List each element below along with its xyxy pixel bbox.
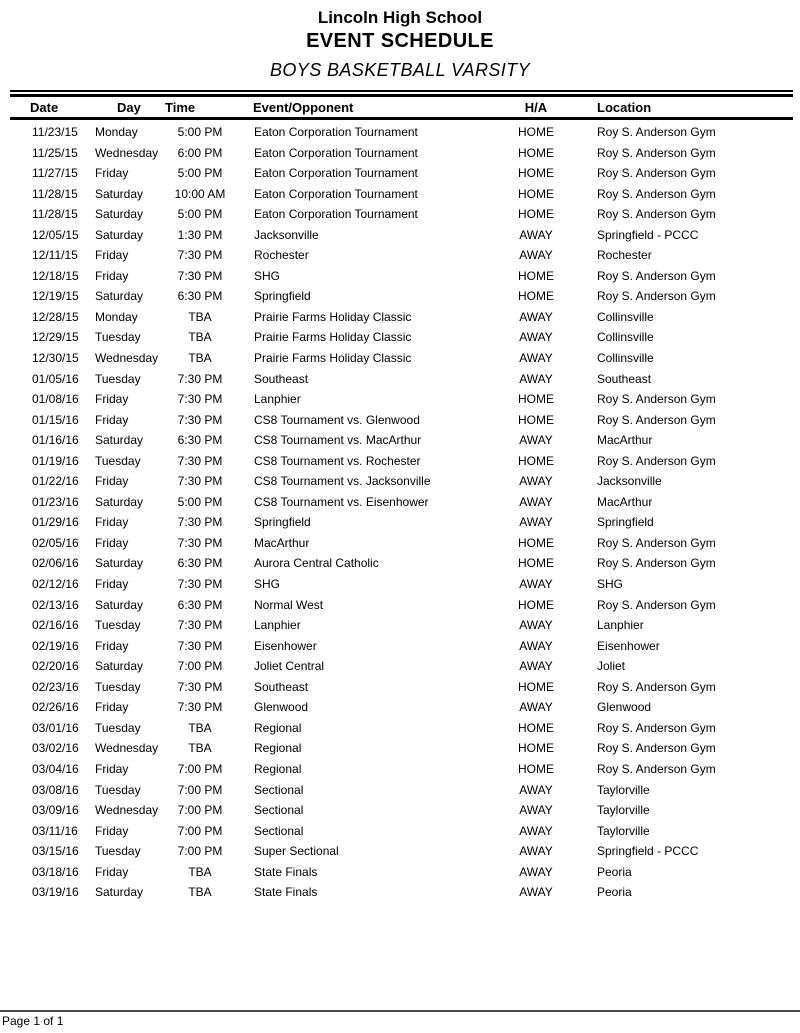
table-row xyxy=(0,266,800,287)
cell-day: Wednesday xyxy=(95,145,159,160)
cell-location: Taylorville xyxy=(597,782,650,797)
cell-event: Regional xyxy=(254,720,302,735)
cell-event: Aurora Central Catholic xyxy=(254,556,379,571)
table-row xyxy=(0,574,800,595)
cell-ha: HOME xyxy=(518,535,554,550)
cell-ha: AWAY xyxy=(519,330,553,345)
cell-event: CS8 Tournament vs. Eisenhower xyxy=(254,494,429,509)
cell-event: CS8 Tournament vs. Jacksonville xyxy=(254,474,431,489)
cell-time: TBA xyxy=(188,720,212,735)
cell-date: 02/13/16 xyxy=(32,597,79,612)
cell-date: 12/11/15 xyxy=(32,248,78,263)
cell-location: Joliet xyxy=(597,659,626,674)
cell-location: Roy S. Anderson Gym xyxy=(597,535,716,550)
cell-ha: AWAY xyxy=(519,700,553,715)
cell-day: Saturday xyxy=(95,186,144,201)
cell-event: Prairie Farms Holiday Classic xyxy=(254,351,412,366)
column-header-time: Time xyxy=(165,100,196,115)
cell-day: Saturday xyxy=(95,885,144,900)
cell-location: Roy S. Anderson Gym xyxy=(597,741,716,756)
cell-event: CS8 Tournament vs. MacArthur xyxy=(254,433,422,448)
cell-location: Springfield xyxy=(597,515,654,530)
table-row xyxy=(0,656,800,677)
cell-date: 03/19/16 xyxy=(32,885,79,900)
cell-ha: AWAY xyxy=(519,864,553,879)
cell-time: 5:00 PM xyxy=(177,207,223,222)
cell-event: Sectional xyxy=(254,803,304,818)
cell-date: 03/08/16 xyxy=(32,782,79,797)
cell-location: MacArthur xyxy=(597,433,653,448)
table-row xyxy=(0,512,800,533)
table-row xyxy=(0,143,800,164)
table-row xyxy=(0,327,800,348)
cell-day: Friday xyxy=(95,823,129,838)
cell-ha: AWAY xyxy=(519,618,553,633)
cell-ha: HOME xyxy=(518,679,554,694)
page-number-label: Page 1 of 1 xyxy=(2,1014,64,1028)
cell-location: Roy S. Anderson Gym xyxy=(597,145,716,160)
cell-location: Roy S. Anderson Gym xyxy=(597,597,716,612)
cell-location: Eisenhower xyxy=(597,638,660,653)
cell-ha: HOME xyxy=(518,186,554,201)
cell-event: Eaton Corporation Tournament xyxy=(254,207,418,222)
cell-date: 11/28/15 xyxy=(32,186,78,201)
cell-event: Super Sectional xyxy=(254,844,339,859)
cell-date: 11/27/15 xyxy=(32,166,78,181)
column-header-ha: H/A xyxy=(524,100,548,115)
cell-day: Tuesday xyxy=(95,844,141,859)
cell-ha: HOME xyxy=(518,125,554,139)
cell-location: Peoria xyxy=(597,885,632,900)
cell-time: 7:30 PM xyxy=(177,618,223,633)
cell-location: Roy S. Anderson Gym xyxy=(597,453,716,468)
cell-ha: AWAY xyxy=(519,844,553,859)
cell-day: Saturday xyxy=(95,597,144,612)
cell-ha: HOME xyxy=(518,597,554,612)
cell-ha: HOME xyxy=(518,720,554,735)
cell-date: 02/23/16 xyxy=(32,679,79,694)
cell-day: Tuesday xyxy=(95,453,141,468)
table-row xyxy=(0,307,800,328)
cell-date: 03/15/16 xyxy=(32,844,79,859)
cell-ha: HOME xyxy=(518,392,554,407)
cell-day: Friday xyxy=(95,268,129,283)
cell-date: 02/26/16 xyxy=(32,700,79,715)
cell-location: Jacksonville xyxy=(597,474,662,489)
cell-event: Sectional xyxy=(254,782,304,797)
cell-time: 7:30 PM xyxy=(177,412,223,427)
cell-day: Friday xyxy=(95,638,129,653)
table-row xyxy=(0,738,800,759)
cell-time: 6:30 PM xyxy=(177,556,223,571)
cell-day: Friday xyxy=(95,474,129,489)
cell-day: Saturday xyxy=(95,659,144,674)
cell-location: Peoria xyxy=(597,864,632,879)
cell-time: 7:00 PM xyxy=(177,782,223,797)
cell-time: 7:00 PM xyxy=(177,823,223,838)
cell-day: Wednesday xyxy=(95,803,159,818)
cell-day: Monday xyxy=(95,309,138,324)
cell-location: Roy S. Anderson Gym xyxy=(597,289,716,304)
cell-date: 11/23/15 xyxy=(32,125,78,139)
cell-event: CS8 Tournament vs. Rochester xyxy=(254,453,421,468)
cell-day: Friday xyxy=(95,166,129,181)
cell-day: Friday xyxy=(95,392,129,407)
table-row xyxy=(0,821,800,842)
cell-time: 6:30 PM xyxy=(177,289,223,304)
cell-day: Wednesday xyxy=(95,351,159,366)
cell-day: Friday xyxy=(95,248,129,263)
cell-date: 03/09/16 xyxy=(32,803,79,818)
cell-ha: HOME xyxy=(518,761,554,776)
cell-time: 7:30 PM xyxy=(177,453,223,468)
cell-ha: AWAY xyxy=(519,803,553,818)
table-row xyxy=(0,184,800,205)
cell-time: 7:30 PM xyxy=(177,371,223,386)
title-block xyxy=(0,6,800,54)
table-row xyxy=(0,369,800,390)
schedule-rows xyxy=(0,122,800,903)
cell-event: Prairie Farms Holiday Classic xyxy=(254,309,412,324)
cell-time: TBA xyxy=(188,741,212,756)
table-row xyxy=(0,553,800,574)
cell-ha: HOME xyxy=(518,166,554,181)
table-row xyxy=(0,615,800,636)
cell-location: Roy S. Anderson Gym xyxy=(597,392,716,407)
cell-time: 5:00 PM xyxy=(177,166,223,181)
cell-day: Saturday xyxy=(95,207,144,222)
cell-date: 12/05/15 xyxy=(32,227,79,242)
cell-time: 1:30 PM xyxy=(177,227,223,242)
cell-day: Saturday xyxy=(95,289,144,304)
cell-time: 7:30 PM xyxy=(177,700,223,715)
cell-event: Springfield xyxy=(254,515,311,530)
cell-day: Wednesday xyxy=(95,741,159,756)
cell-ha: AWAY xyxy=(519,823,553,838)
table-row xyxy=(0,204,800,225)
cell-date: 03/01/16 xyxy=(32,720,79,735)
cell-ha: HOME xyxy=(518,289,554,304)
cell-ha: AWAY xyxy=(519,659,553,674)
cell-event: Regional xyxy=(254,761,302,776)
cell-ha: AWAY xyxy=(519,638,553,653)
cell-date: 02/20/16 xyxy=(32,659,79,674)
table-row xyxy=(0,122,800,143)
cell-date: 02/05/16 xyxy=(32,535,79,550)
table-row xyxy=(0,841,800,862)
cell-ha: HOME xyxy=(518,453,554,468)
cell-time: 7:00 PM xyxy=(177,803,223,818)
cell-day: Tuesday xyxy=(95,782,141,797)
cell-event: Eaton Corporation Tournament xyxy=(254,125,418,139)
cell-ha: AWAY xyxy=(519,433,553,448)
table-row xyxy=(0,882,800,903)
cell-day: Friday xyxy=(95,412,129,427)
table-row xyxy=(0,389,800,410)
cell-event: State Finals xyxy=(254,864,318,879)
cell-time: 7:30 PM xyxy=(177,515,223,530)
cell-date: 01/16/16 xyxy=(32,433,79,448)
cell-location: Roy S. Anderson Gym xyxy=(597,186,716,201)
cell-location: Roy S. Anderson Gym xyxy=(597,720,716,735)
cell-ha: AWAY xyxy=(519,515,553,530)
cell-location: MacArthur xyxy=(597,494,653,509)
cell-event: Eaton Corporation Tournament xyxy=(254,186,418,201)
cell-location: SHG xyxy=(597,577,624,592)
table-row xyxy=(0,718,800,739)
cell-time: 7:30 PM xyxy=(177,268,223,283)
cell-event: Lanphier xyxy=(254,618,301,633)
cell-location: Springfield - PCCC xyxy=(597,844,699,859)
cell-location: Roy S. Anderson Gym xyxy=(597,125,716,139)
cell-day: Friday xyxy=(95,700,129,715)
table-row xyxy=(0,451,800,472)
cell-ha: AWAY xyxy=(519,227,553,242)
cell-event: SHG xyxy=(254,268,281,283)
cell-date: 01/15/16 xyxy=(32,412,79,427)
cell-date: 12/30/15 xyxy=(32,351,79,366)
cell-day: Saturday xyxy=(95,494,144,509)
page-title: EVENT SCHEDULE xyxy=(306,30,494,52)
cell-time: 6:30 PM xyxy=(177,597,223,612)
cell-date: 01/23/16 xyxy=(32,494,79,509)
cell-time: 7:00 PM xyxy=(177,659,223,674)
cell-date: 12/28/15 xyxy=(32,309,79,324)
cell-event: Lanphier xyxy=(254,392,301,407)
cell-date: 01/22/16 xyxy=(32,474,79,489)
cell-date: 03/02/16 xyxy=(32,741,79,756)
table-row xyxy=(0,163,800,184)
cell-time: 5:00 PM xyxy=(177,125,223,139)
table-row xyxy=(0,677,800,698)
cell-event: Eaton Corporation Tournament xyxy=(254,166,418,181)
cell-time: 7:30 PM xyxy=(177,638,223,653)
cell-location: Roy S. Anderson Gym xyxy=(597,268,716,283)
cell-location: Collinsville xyxy=(597,351,654,366)
cell-ha: HOME xyxy=(518,556,554,571)
cell-location: Glenwood xyxy=(597,700,652,715)
column-header-date: Date xyxy=(30,100,59,115)
cell-location: Roy S. Anderson Gym xyxy=(597,679,716,694)
column-header-event: Event/Opponent xyxy=(253,100,354,115)
cell-event: Southeast xyxy=(254,371,309,386)
cell-time: TBA xyxy=(188,885,212,900)
cell-event: Eisenhower xyxy=(254,638,317,653)
table-row xyxy=(0,595,800,616)
cell-ha: AWAY xyxy=(519,309,553,324)
rule-thick-line xyxy=(10,94,793,97)
cell-event: Rochester xyxy=(254,248,309,263)
cell-time: 6:30 PM xyxy=(177,433,223,448)
cell-date: 11/28/15 xyxy=(32,207,78,222)
table-row xyxy=(0,780,800,801)
cell-time: 5:00 PM xyxy=(177,494,223,509)
cell-event: Glenwood xyxy=(254,700,309,715)
cell-location: Taylorville xyxy=(597,803,650,818)
cell-date: 01/29/16 xyxy=(32,515,79,530)
cell-time: 6:00 PM xyxy=(177,145,223,160)
cell-date: 01/19/16 xyxy=(32,453,79,468)
cell-ha: AWAY xyxy=(519,351,553,366)
table-row xyxy=(0,471,800,492)
schedule-subtitle: BOYS BASKETBALL VARSITY xyxy=(270,60,530,80)
cell-day: Tuesday xyxy=(95,371,141,386)
cell-day: Saturday xyxy=(95,556,144,571)
table-column-headers xyxy=(0,99,800,116)
cell-day: Monday xyxy=(95,125,138,139)
cell-event: MacArthur xyxy=(254,535,310,550)
cell-date: 01/05/16 xyxy=(32,371,79,386)
cell-day: Friday xyxy=(95,515,129,530)
cell-location: Springfield - PCCC xyxy=(597,227,699,242)
cell-location: Roy S. Anderson Gym xyxy=(597,166,716,181)
table-row xyxy=(0,245,800,266)
cell-day: Saturday xyxy=(95,227,144,242)
cell-time: TBA xyxy=(188,330,212,345)
table-row xyxy=(0,410,800,431)
cell-event: Springfield xyxy=(254,289,311,304)
cell-event: Joliet Central xyxy=(254,659,325,674)
cell-ha: HOME xyxy=(518,412,554,427)
cell-event: Prairie Farms Holiday Classic xyxy=(254,330,412,345)
cell-event: CS8 Tournament vs. Glenwood xyxy=(254,412,420,427)
cell-date: 03/18/16 xyxy=(32,864,79,879)
table-row xyxy=(0,430,800,451)
column-header-location: Location xyxy=(597,100,652,115)
cell-day: Friday xyxy=(95,864,129,879)
cell-ha: AWAY xyxy=(519,782,553,797)
cell-time: TBA xyxy=(188,864,212,879)
cell-day: Tuesday xyxy=(95,720,141,735)
cell-day: Tuesday xyxy=(95,679,141,694)
table-row xyxy=(0,225,800,246)
cell-date: 12/19/15 xyxy=(32,289,79,304)
table-row xyxy=(0,492,800,513)
school-name: Lincoln High School xyxy=(317,8,483,27)
cell-date: 12/29/15 xyxy=(32,330,79,345)
cell-event: Sectional xyxy=(254,823,304,838)
cell-location: Southeast xyxy=(597,371,652,386)
cell-date: 02/12/16 xyxy=(32,577,79,592)
cell-time: 7:30 PM xyxy=(177,577,223,592)
cell-location: Rochester xyxy=(597,248,652,263)
cell-time: 7:30 PM xyxy=(177,679,223,694)
cell-day: Tuesday xyxy=(95,330,141,345)
cell-event: State Finals xyxy=(254,885,318,900)
cell-location: Roy S. Anderson Gym xyxy=(597,207,716,222)
cell-date: 11/25/15 xyxy=(32,145,78,160)
cell-day: Tuesday xyxy=(95,618,141,633)
table-row xyxy=(0,636,800,657)
cell-date: 02/19/16 xyxy=(32,638,79,653)
table-row xyxy=(0,862,800,883)
header-top-rule xyxy=(10,90,793,97)
cell-day: Friday xyxy=(95,761,129,776)
cell-day: Saturday xyxy=(95,433,144,448)
cell-ha: HOME xyxy=(518,207,554,222)
cell-date: 01/08/16 xyxy=(32,392,79,407)
column-header-day: Day xyxy=(117,100,141,115)
cell-ha: AWAY xyxy=(519,248,553,263)
cell-day: Friday xyxy=(95,577,129,592)
cell-time: TBA xyxy=(188,351,212,366)
cell-time: 7:30 PM xyxy=(177,392,223,407)
table-row xyxy=(0,348,800,369)
cell-time: 7:30 PM xyxy=(177,474,223,489)
cell-ha: AWAY xyxy=(519,577,553,592)
cell-time: 7:30 PM xyxy=(177,248,223,263)
cell-event: Normal West xyxy=(254,597,324,612)
cell-time: TBA xyxy=(188,309,212,324)
cell-location: Collinsville xyxy=(597,330,654,345)
cell-event: Regional xyxy=(254,741,302,756)
cell-ha: AWAY xyxy=(519,885,553,900)
cell-ha: AWAY xyxy=(519,494,553,509)
cell-time: 7:00 PM xyxy=(177,761,223,776)
cell-ha: AWAY xyxy=(519,371,553,386)
cell-event: SHG xyxy=(254,577,281,592)
cell-ha: AWAY xyxy=(519,474,553,489)
cell-date: 02/16/16 xyxy=(32,618,79,633)
cell-day: Friday xyxy=(95,535,129,550)
cell-location: Lanphier xyxy=(597,618,644,633)
cell-location: Roy S. Anderson Gym xyxy=(597,761,716,776)
table-row xyxy=(0,533,800,554)
cell-date: 02/06/16 xyxy=(32,556,79,571)
table-row xyxy=(0,697,800,718)
cell-date: 03/11/16 xyxy=(32,823,78,838)
cell-date: 03/04/16 xyxy=(32,761,79,776)
table-row xyxy=(0,800,800,821)
cell-ha: HOME xyxy=(518,268,554,283)
cell-time: 7:00 PM xyxy=(177,844,223,859)
cell-ha: HOME xyxy=(518,741,554,756)
cell-location: Collinsville xyxy=(597,309,654,324)
cell-date: 12/18/15 xyxy=(32,268,79,283)
footer-rule xyxy=(0,1010,800,1012)
cell-location: Roy S. Anderson Gym xyxy=(597,412,716,427)
cell-event: Eaton Corporation Tournament xyxy=(254,145,418,160)
cell-ha: HOME xyxy=(518,145,554,160)
cell-event: Jacksonville xyxy=(254,227,319,242)
cell-time: 10:00 AM xyxy=(174,186,226,201)
cell-location: Taylorville xyxy=(597,823,650,838)
cell-time: 7:30 PM xyxy=(177,535,223,550)
cell-event: Southeast xyxy=(254,679,309,694)
table-row xyxy=(0,759,800,780)
table-row xyxy=(0,286,800,307)
cell-location: Roy S. Anderson Gym xyxy=(597,556,716,571)
header-bottom-rule xyxy=(10,117,793,120)
